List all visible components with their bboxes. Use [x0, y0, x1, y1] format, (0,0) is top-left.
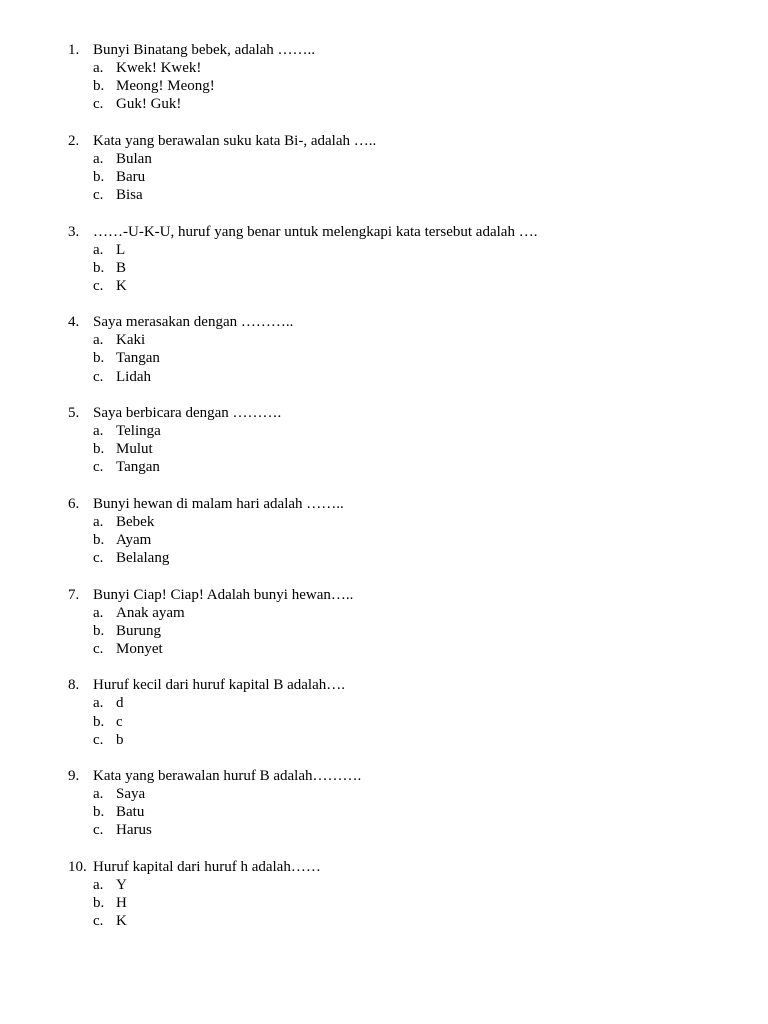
question-3 — [68, 223, 748, 295]
option-b — [68, 77, 748, 95]
option-b — [68, 803, 748, 821]
question-number: 9. — [68, 768, 80, 785]
option-letter: b. — [93, 168, 105, 185]
option-c — [68, 821, 748, 839]
option-letter: b. — [93, 532, 105, 549]
option-letter: b. — [93, 259, 105, 276]
option-a — [68, 785, 748, 803]
question-1 — [68, 41, 748, 113]
option-letter: a. — [93, 60, 104, 77]
option-b — [68, 168, 748, 186]
option-text: Kaki — [116, 332, 146, 349]
option-text: Lidah — [116, 368, 151, 385]
question-text: Huruf kecil dari huruf kapital B adalah…. — [93, 677, 345, 694]
question-line — [68, 313, 748, 331]
option-text: Bebek — [116, 513, 155, 530]
option-a — [68, 59, 748, 77]
question-line — [68, 41, 748, 59]
option-text: Meong! Meong! — [116, 78, 215, 95]
question-number: 7. — [68, 586, 80, 603]
option-text: Ayam — [116, 532, 152, 549]
question-line — [68, 767, 748, 785]
option-letter: c. — [93, 96, 104, 113]
option-text: Tangan — [116, 459, 160, 476]
question-number: 6. — [68, 495, 80, 512]
option-letter: c. — [93, 368, 104, 385]
option-text: Tangan — [116, 350, 160, 367]
option-letter: c. — [93, 187, 104, 204]
option-letter: a. — [93, 786, 104, 803]
option-letter: a. — [93, 150, 104, 167]
option-text: B — [116, 259, 127, 276]
option-c — [68, 277, 748, 295]
option-text: Monyet — [116, 640, 163, 657]
question-text: Kata yang berawalan suku kata Bi-, adalah ….. — [93, 132, 377, 149]
option-text: Bisa — [116, 187, 143, 204]
question-text: Bunyi Binatang bebek, adalah …….. — [93, 42, 316, 58]
option-text: L — [116, 241, 126, 258]
option-text: d — [116, 695, 124, 712]
option-letter: b. — [93, 441, 105, 458]
question-number: 10. — [68, 858, 87, 875]
option-a — [68, 331, 748, 349]
question-number: 4. — [68, 314, 80, 331]
option-letter: a. — [93, 695, 104, 712]
question-line — [68, 495, 748, 513]
option-c — [68, 95, 748, 113]
option-letter: c. — [93, 640, 104, 657]
option-letter: a. — [93, 876, 104, 893]
option-letter: b. — [93, 804, 105, 821]
option-b — [68, 349, 748, 367]
option-letter: c. — [93, 731, 104, 748]
question-text: Bunyi Ciap! Ciap! Adalah bunyi hewan….. — [93, 586, 354, 603]
question-text: Saya merasakan dengan ……….. — [93, 314, 294, 331]
option-b — [68, 259, 748, 277]
option-b — [68, 622, 748, 640]
question-line — [68, 858, 748, 876]
question-line — [68, 404, 748, 422]
option-c — [68, 368, 748, 386]
option-text: Telinga — [116, 423, 161, 440]
question-text: Huruf kapital dari huruf h adalah…… — [93, 858, 321, 875]
option-a — [68, 150, 748, 168]
option-text: Burung — [116, 622, 161, 639]
option-c — [68, 186, 748, 204]
question-2 — [68, 132, 748, 204]
question-number: 1. — [68, 42, 80, 58]
question-5 — [68, 404, 748, 476]
option-text: K — [116, 913, 127, 930]
option-c — [68, 912, 748, 930]
option-text: Guk! Guk! — [116, 96, 182, 113]
option-letter: a. — [93, 604, 104, 621]
question-list — [68, 41, 748, 949]
option-text: Kwek! Kwek! — [116, 60, 202, 77]
option-letter: b. — [93, 895, 105, 912]
option-text: Bulan — [116, 150, 152, 167]
option-c — [68, 731, 748, 749]
option-letter: c. — [93, 550, 104, 567]
option-a — [68, 422, 748, 440]
option-c — [68, 458, 748, 476]
option-letter: c. — [93, 822, 104, 839]
question-text: Bunyi hewan di malam hari adalah …….. — [93, 495, 344, 512]
question-line — [68, 132, 748, 150]
question-text: Saya berbicara dengan ………. — [93, 405, 282, 422]
question-number: 2. — [68, 132, 80, 149]
question-line — [68, 586, 748, 604]
option-text: Harus — [116, 822, 152, 839]
option-c — [68, 549, 748, 567]
question-9 — [68, 767, 748, 839]
option-b — [68, 713, 748, 731]
option-letter: b. — [93, 622, 105, 639]
option-a — [68, 241, 748, 259]
question-6 — [68, 495, 748, 567]
question-text: ……-U-K-U, huruf yang benar untuk melengkapi kata tersebut adalah …. — [93, 223, 538, 240]
option-text: Baru — [116, 168, 146, 185]
option-text: c — [116, 713, 123, 730]
option-text: Saya — [116, 786, 146, 803]
question-4 — [68, 313, 748, 385]
question-8 — [68, 676, 748, 748]
option-text: Anak ayam — [116, 604, 185, 621]
question-line — [68, 223, 748, 241]
option-letter: b. — [93, 713, 105, 730]
option-a — [68, 513, 748, 531]
question-number: 3. — [68, 223, 80, 240]
question-number: 5. — [68, 405, 80, 422]
option-a — [68, 876, 748, 894]
option-a — [68, 694, 748, 712]
option-letter: c. — [93, 459, 104, 476]
option-letter: c. — [93, 277, 104, 294]
option-letter: b. — [93, 350, 105, 367]
option-text: Batu — [116, 804, 145, 821]
question-7 — [68, 586, 748, 658]
question-text: Kata yang berawalan huruf B adalah………. — [93, 768, 362, 785]
option-letter: a. — [93, 241, 104, 258]
question-line — [68, 676, 748, 694]
option-b — [68, 894, 748, 912]
option-c — [68, 640, 748, 658]
option-letter: b. — [93, 78, 105, 95]
option-text: Mulut — [116, 441, 153, 458]
option-text: b — [116, 731, 124, 748]
option-text: Y — [116, 876, 127, 893]
question-10 — [68, 858, 748, 930]
option-text: H — [116, 895, 127, 912]
question-number: 8. — [68, 677, 80, 694]
option-letter: a. — [93, 513, 104, 530]
option-text: Belalang — [116, 550, 170, 567]
option-b — [68, 531, 748, 549]
option-text: K — [116, 277, 127, 294]
option-letter: a. — [93, 423, 104, 440]
option-b — [68, 440, 748, 458]
option-letter: a. — [93, 332, 104, 349]
option-letter: c. — [93, 913, 104, 930]
option-a — [68, 604, 748, 622]
